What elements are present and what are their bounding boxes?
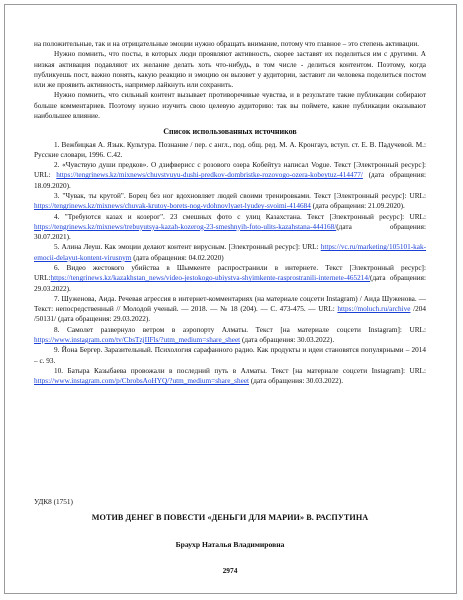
reference-link[interactable]: https://tengrinews.kz/mixnews/chuvstvuyu-dushi-predkov-dombristke-rozovogo-ozera-kobeytuz-414477/ (56, 171, 363, 180)
reference-text: 4. "Требуются казах и козерог". 23 смешных фото с улиц Казахстана. Текст [Электронный ресурс]: URL: (54, 212, 426, 221)
reference-text: 7. Шуженова, Аида. Речевая агрессия в интернет-комментариях (на материале соцсети Instagram) / Аида Шуженова. — Текст: непосредственный // Молодой ученый. — 2018. — № 18 (204). — С. 473-475. — URL: (34, 294, 426, 314)
reference-text: 10. Батыра Казыбаева провожали в последний путь в Алматы. Текст [на материале соцсети Instagram]: URL: (54, 366, 426, 375)
reference-item-8 (34, 325, 426, 346)
reference-link[interactable]: https://tengrinews.kz/mixnews/trebuyutsya-kazah-kozerog-23-smeshnyih-foto-ulits-kazahstana-444168/ (34, 222, 337, 231)
reference-item-4 (34, 212, 426, 243)
reference-item-3 (34, 191, 426, 212)
reference-link[interactable]: https://tengrinews.kz/kazakhstan_news/video-jestokogo-ubiystva-shyimkente-rasprostranili-internete-465214/ (50, 274, 371, 283)
reference-item-7 (34, 294, 426, 325)
references-list (34, 140, 426, 387)
reference-date: (дата обращения: 29.03.2022). (34, 274, 426, 293)
reference-text: 1. Вежбицкая А. Язык. Культура. Познание / пер. с англ., под. общ. ред. М. А. Кронгауз, вступ. ст. Е. В. Падучевой. М.: Русские словари, 1996. С.42. (34, 140, 426, 159)
reference-link[interactable]: https://www.instagram.com/tv/CbsTzjIIFls/?utm_medium=share_sheet (34, 335, 241, 344)
page-content (34, 39, 426, 386)
reference-text: 3. "Чувак, ты крутой". Борец без ног вдохновляет людей своими тренировками. Текст [Электронный ресурс]: URL: (54, 192, 426, 201)
reference-date: (дата обращения: 21.09.2020). (310, 202, 405, 211)
reference-text: 2. «Чувствую души предков». О дзифверисс с розового озера Кобейтуз написал Vogue. Текст [Электронный ресурс]: URL: (34, 161, 426, 180)
article-title: МОТИВ ДЕНЕГ В ПОВЕСТИ «ДЕНЬГИ ДЛЯ МАРИИ» В. РАСПУТИНА (91, 513, 369, 522)
reference-link[interactable]: https://www.instagram.com/p/CbrobsAoHYQ/?utm_medium=share_sheet (34, 377, 250, 386)
page-number: 2974 (222, 566, 238, 575)
intro-paragraph-3: Нужно помнить, что сильный контент вызывает противоречивые чувства, и в результате такие публикации собирают больше комментариев. Поэтому нужно изучить свою целевую аудиторию: так вы поймете, какие публикации оказывают наибольшее влияние. (34, 91, 426, 120)
intro-paragraph-2: Нужно помнить, что посты, в которых люди проявляют активность, скорее заставят их поделиться им с другими. А низкая активация подавляют их желание делать хоть что-нибудь, в том числе - делиться контентом. Поэтому, когда публикуешь пост, важно понять, какую реакцию и эмоцию он вызовет у аудитории, заставит ли человека поделиться постом или же проявить активность, например лайкнуть или сохранить. (34, 50, 426, 90)
reference-text: 6. Видео жестокого убийства в Шымкенте распространили в интернете. Текст [Электронный ресурс]: URL: (34, 263, 426, 283)
reference-link[interactable]: https://moluch.ru/archive (337, 305, 411, 314)
reference-link[interactable]: https://vc.ru/marketing/105101-kak-emocii-delayut-kontent-virusnym (34, 243, 426, 262)
references-heading: Список использованных источников (163, 127, 297, 137)
reference-text: 8. Самолет развернуло ветром в аэропорту Алматы. Текст [на материале соцсети Instagram]: URL: (54, 325, 426, 334)
reference-link[interactable]: https://tengrinews.kz/mixnews/chuvak-krutoy-borets-nog-vdohnovlyaet-lyudey-svoimi-414684 (34, 202, 311, 211)
reference-item-6 (34, 263, 426, 294)
reference-item-2 (34, 160, 426, 191)
reference-date: (дата обращения: 30.03.2022). (240, 335, 335, 344)
reference-date: (дата обращения: 18.09.2020). (34, 171, 426, 190)
reference-item-1 (34, 140, 426, 161)
author-name: Браухр Наталья Владимировна (175, 540, 285, 549)
udc-code: УДК8 (1751) (34, 498, 73, 506)
reference-date: /204 /50131/ (дата обращения: 29.03.2022). (34, 305, 427, 324)
reference-date: (дата обращения: 04.02.2020) (131, 253, 224, 262)
reference-item-5 (34, 242, 426, 263)
reference-text: 5. Алина Леуш. Как эмоции делают контент вирусным. [Электронный ресурс]: URL: (54, 243, 321, 252)
reference-text: 9. Йона Бергер. Заразительный. Психология сарафанного радио. Как продукты и идеи становятся популярными – 2014 – с. 93. (34, 346, 426, 365)
reference-date: (дата обращения: 30.03.2022). (249, 377, 344, 386)
reference-date: (дата обращения: 30.07.2021). (34, 222, 426, 242)
reference-item-10 (34, 366, 426, 387)
reference-item-9 (34, 345, 426, 366)
intro-paragraph-1: на положительные, так и на отрицательные эмоции нужно обращать внимание, потому что главное – это степень активации. (34, 40, 420, 48)
